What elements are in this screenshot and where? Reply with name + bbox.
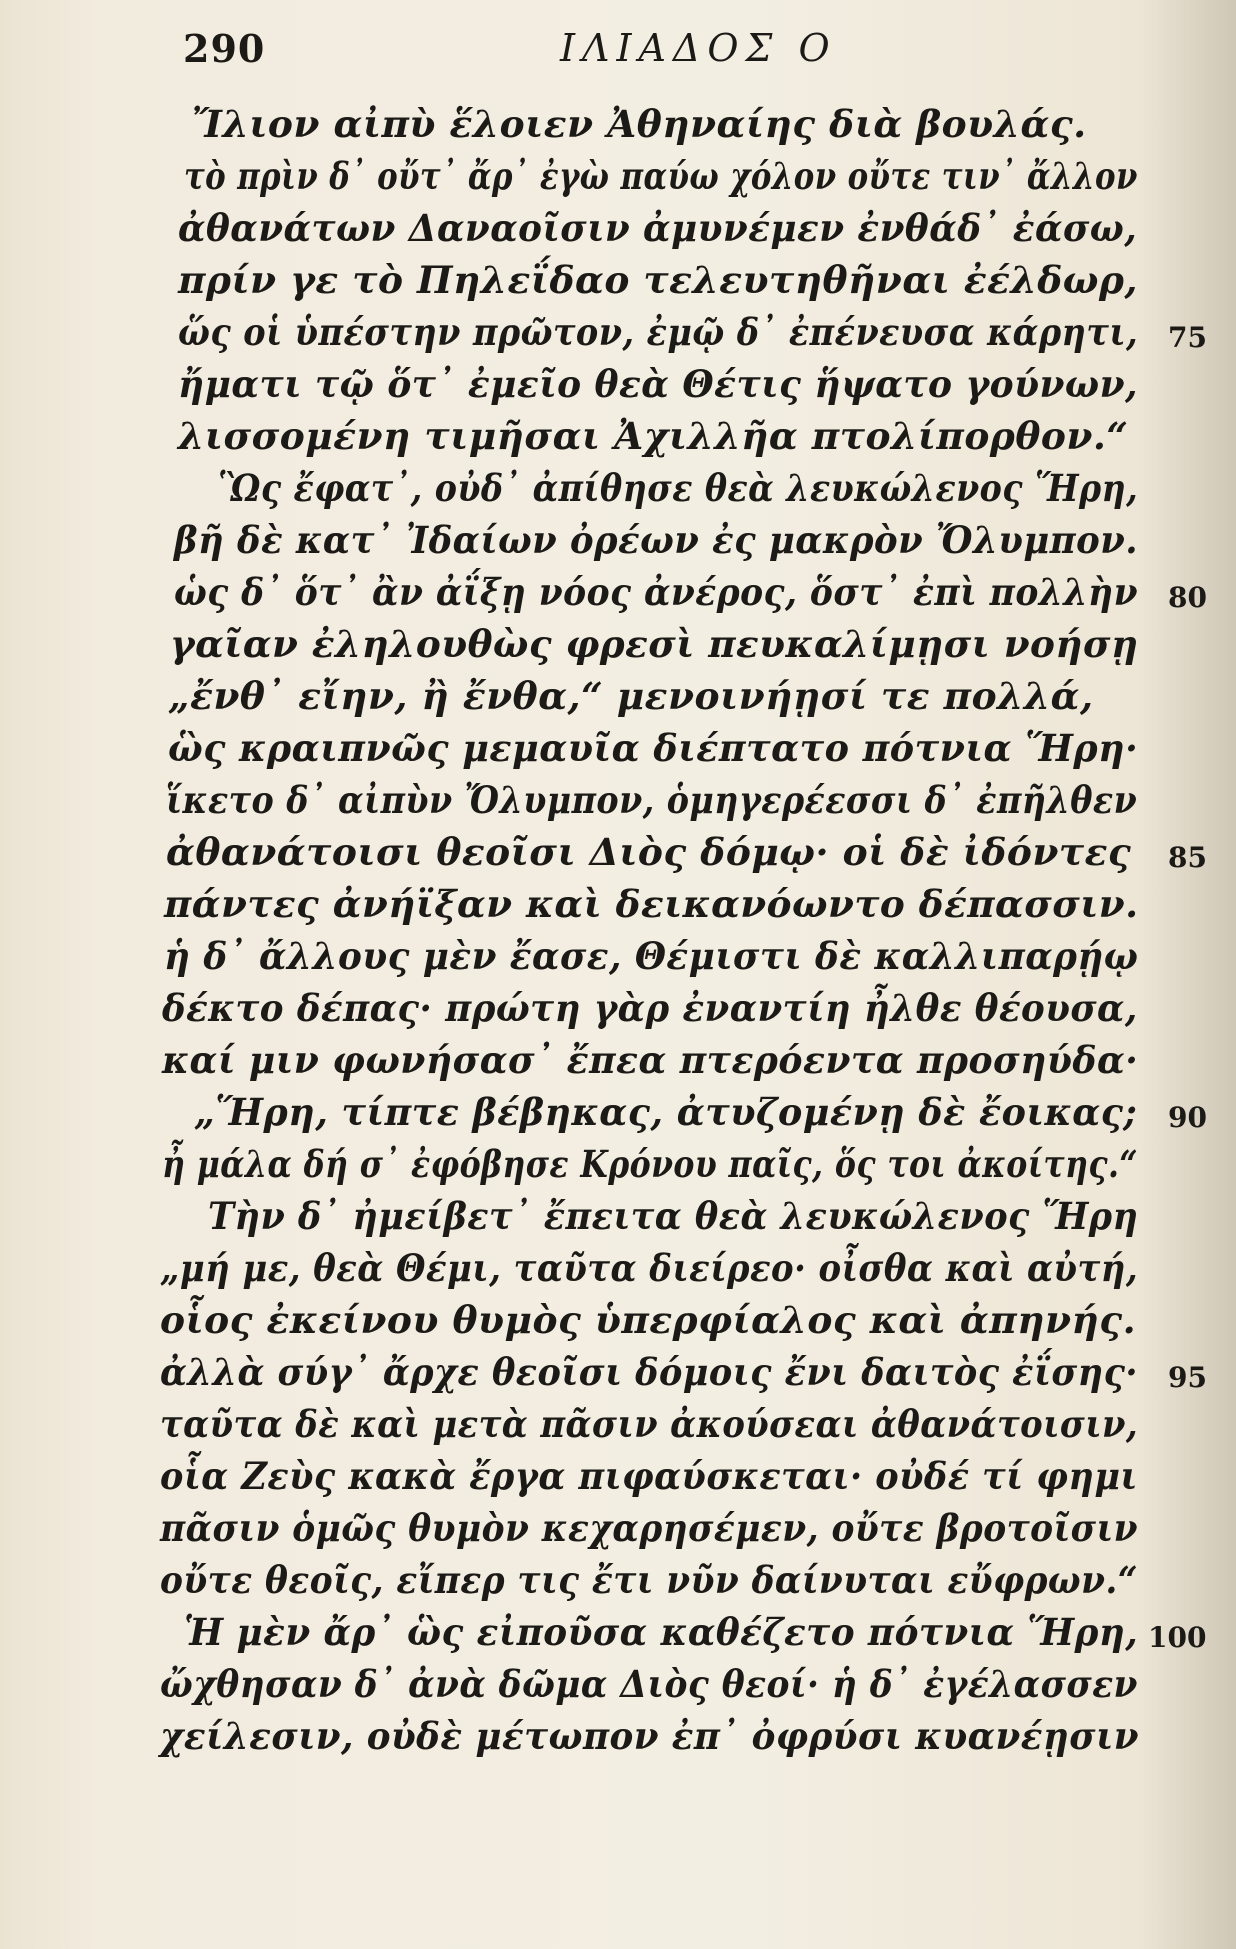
verse-line: „ἔνθ᾽ εἴην, ἢ ἔνθα,“ μενοινήῃσί τε πολλά, — [168, 674, 1094, 718]
verse-line: Τὴν δ᾽ ἠμείβετ᾽ ἔπειτα θεὰ λευκώλενος Ἥρη — [208, 1194, 1139, 1238]
verse-line: ἦ μάλα δή σ᾽ ἐφόβησε Κρόνου παῖς, ὅς τοι ἀκοίτης.“ — [162, 1142, 1138, 1186]
verse-line: ἀθανάτοισι θεοῖσι Διὸς δόμῳ· οἱ δὲ ἰδόντες — [166, 830, 1132, 874]
verse-line: ἡ δ᾽ ἄλλους μὲν ἔασε, Θέμιστι δὲ καλλιπαρῄῳ — [164, 934, 1139, 978]
verse-line: ἤματι τῷ ὅτ᾽ ἐμεῖο θεὰ Θέτις ἥψατο γούνων, — [178, 362, 1138, 406]
verse-line: ὣς κραιπνῶς μεμαυῖα διέπτατο πότνια Ἥρη· — [168, 726, 1139, 770]
verse-line: ἀλλὰ σύγ᾽ ἄρχε θεοῖσι δόμοις ἔνι δαιτὸς ἐΐσης· — [160, 1350, 1139, 1394]
line-number: 75 — [1168, 321, 1207, 354]
verse-line: καί μιν φωνήσασ᾽ ἔπεα πτερόεντα προσηύδα· — [162, 1038, 1139, 1082]
verse-line: ἀθανάτων Δαναοῖσιν ἀμυνέμεν ἐνθάδ᾽ ἐάσω, — [178, 206, 1138, 250]
verse-line: πᾶσιν ὁμῶς θυμὸν κεχαρησέμεν, οὔτε βροτοῖσιν — [160, 1506, 1138, 1550]
verse-line: οὔτε θεοῖς, εἴπερ τις ἔτι νῦν δαίνυται εὔφρων.“ — [160, 1558, 1139, 1602]
page-header — [0, 18, 1236, 78]
line-number: 85 — [1168, 841, 1207, 874]
verse-line: δέκτο δέπας· πρώτη γὰρ ἐναντίη ἦλθε θέουσα, — [162, 986, 1138, 1030]
verse-line: τὸ πρὶν δ᾽ οὔτ᾽ ἄρ᾽ ἐγὼ παύω χόλον οὔτε τιν᾽ ἄλλον — [184, 154, 1138, 198]
line-number: 95 — [1168, 1361, 1207, 1394]
line-number: 100 — [1148, 1621, 1207, 1654]
verse-line: Ἡ μὲν ἄρ᾽ ὣς εἰποῦσα καθέζετο πότνια Ἥρη, — [184, 1610, 1139, 1654]
verse-line: ὡς δ᾽ ὅτ᾽ ἂν ἀΐξῃ νόος ἀνέρος, ὅστ᾽ ἐπὶ πολλὴν — [174, 570, 1138, 614]
running-head: ΙΛΙΑΔΟΣ Ο — [560, 26, 837, 70]
verse-line: „μή με, θεὰ Θέμι, ταῦτα διείρεο· οἶσθα καὶ αὐτή, — [160, 1246, 1139, 1290]
verse-line: λισσομένη τιμῆσαι Ἀχιλλῆα πτολίπορθον.“ — [178, 414, 1129, 458]
verse-line: βῆ δὲ κατ᾽ Ἰδαίων ὀρέων ἐς μακρὸν Ὄλυμπον. — [174, 518, 1139, 562]
line-number: 80 — [1168, 581, 1207, 614]
verse-line: Ἴλιον αἰπὺ ἕλοιεν Ἀθηναίης διὰ βουλάς. — [192, 102, 1087, 146]
verse-line: ὤχθησαν δ᾽ ἀνὰ δῶμα Διὸς θεοί· ἡ δ᾽ ἐγέλασσεν — [160, 1662, 1138, 1706]
line-number: 90 — [1168, 1101, 1207, 1134]
verse-line: „Ἥρη, τίπτε βέβηκας, ἀτυζομένῃ δὲ ἔοικας; — [194, 1090, 1138, 1134]
verse-line: Ὣς ἔφατ᾽, οὐδ᾽ ἀπίθησε θεὰ λευκώλενος Ἥρη, — [218, 466, 1139, 510]
verse-line: ἵκετο δ᾽ αἰπὺν Ὄλυμπον, ὁμηγερέεσσι δ᾽ ἐπῆλθεν — [166, 778, 1138, 822]
verse-line: ταῦτα δὲ καὶ μετὰ πᾶσιν ἀκούσεαι ἀθανάτοισιν, — [160, 1402, 1139, 1446]
verse-line: οἷα Ζεὺς κακὰ ἔργα πιφαύσκεται· οὐδέ τί φημι — [160, 1454, 1138, 1498]
verse-line: χείλεσιν, οὐδὲ μέτωπον ἐπ᾽ ὀφρύσι κυανέῃσιν — [160, 1714, 1139, 1758]
verse-line: πάντες ἀνήϊξαν καὶ δεικανόωντο δέπασσιν. — [164, 882, 1139, 926]
verse-line: ὥς οἱ ὑπέστην πρῶτον, ἐμῷ δ᾽ ἐπένευσα κάρητι, — [178, 310, 1139, 354]
page-number: 290 — [183, 26, 266, 71]
verse-line: πρίν γε τὸ Πηλεΐδαο τελευτηθῆναι ἐέλδωρ, — [178, 258, 1138, 302]
verse-line: οἷος ἐκείνου θυμὸς ὑπερφίαλος καὶ ἀπηνής. — [160, 1298, 1137, 1342]
verse-line: γαῖαν ἐληλουθὼς φρεσὶ πευκαλίμῃσι νοήσῃ — [170, 622, 1139, 666]
